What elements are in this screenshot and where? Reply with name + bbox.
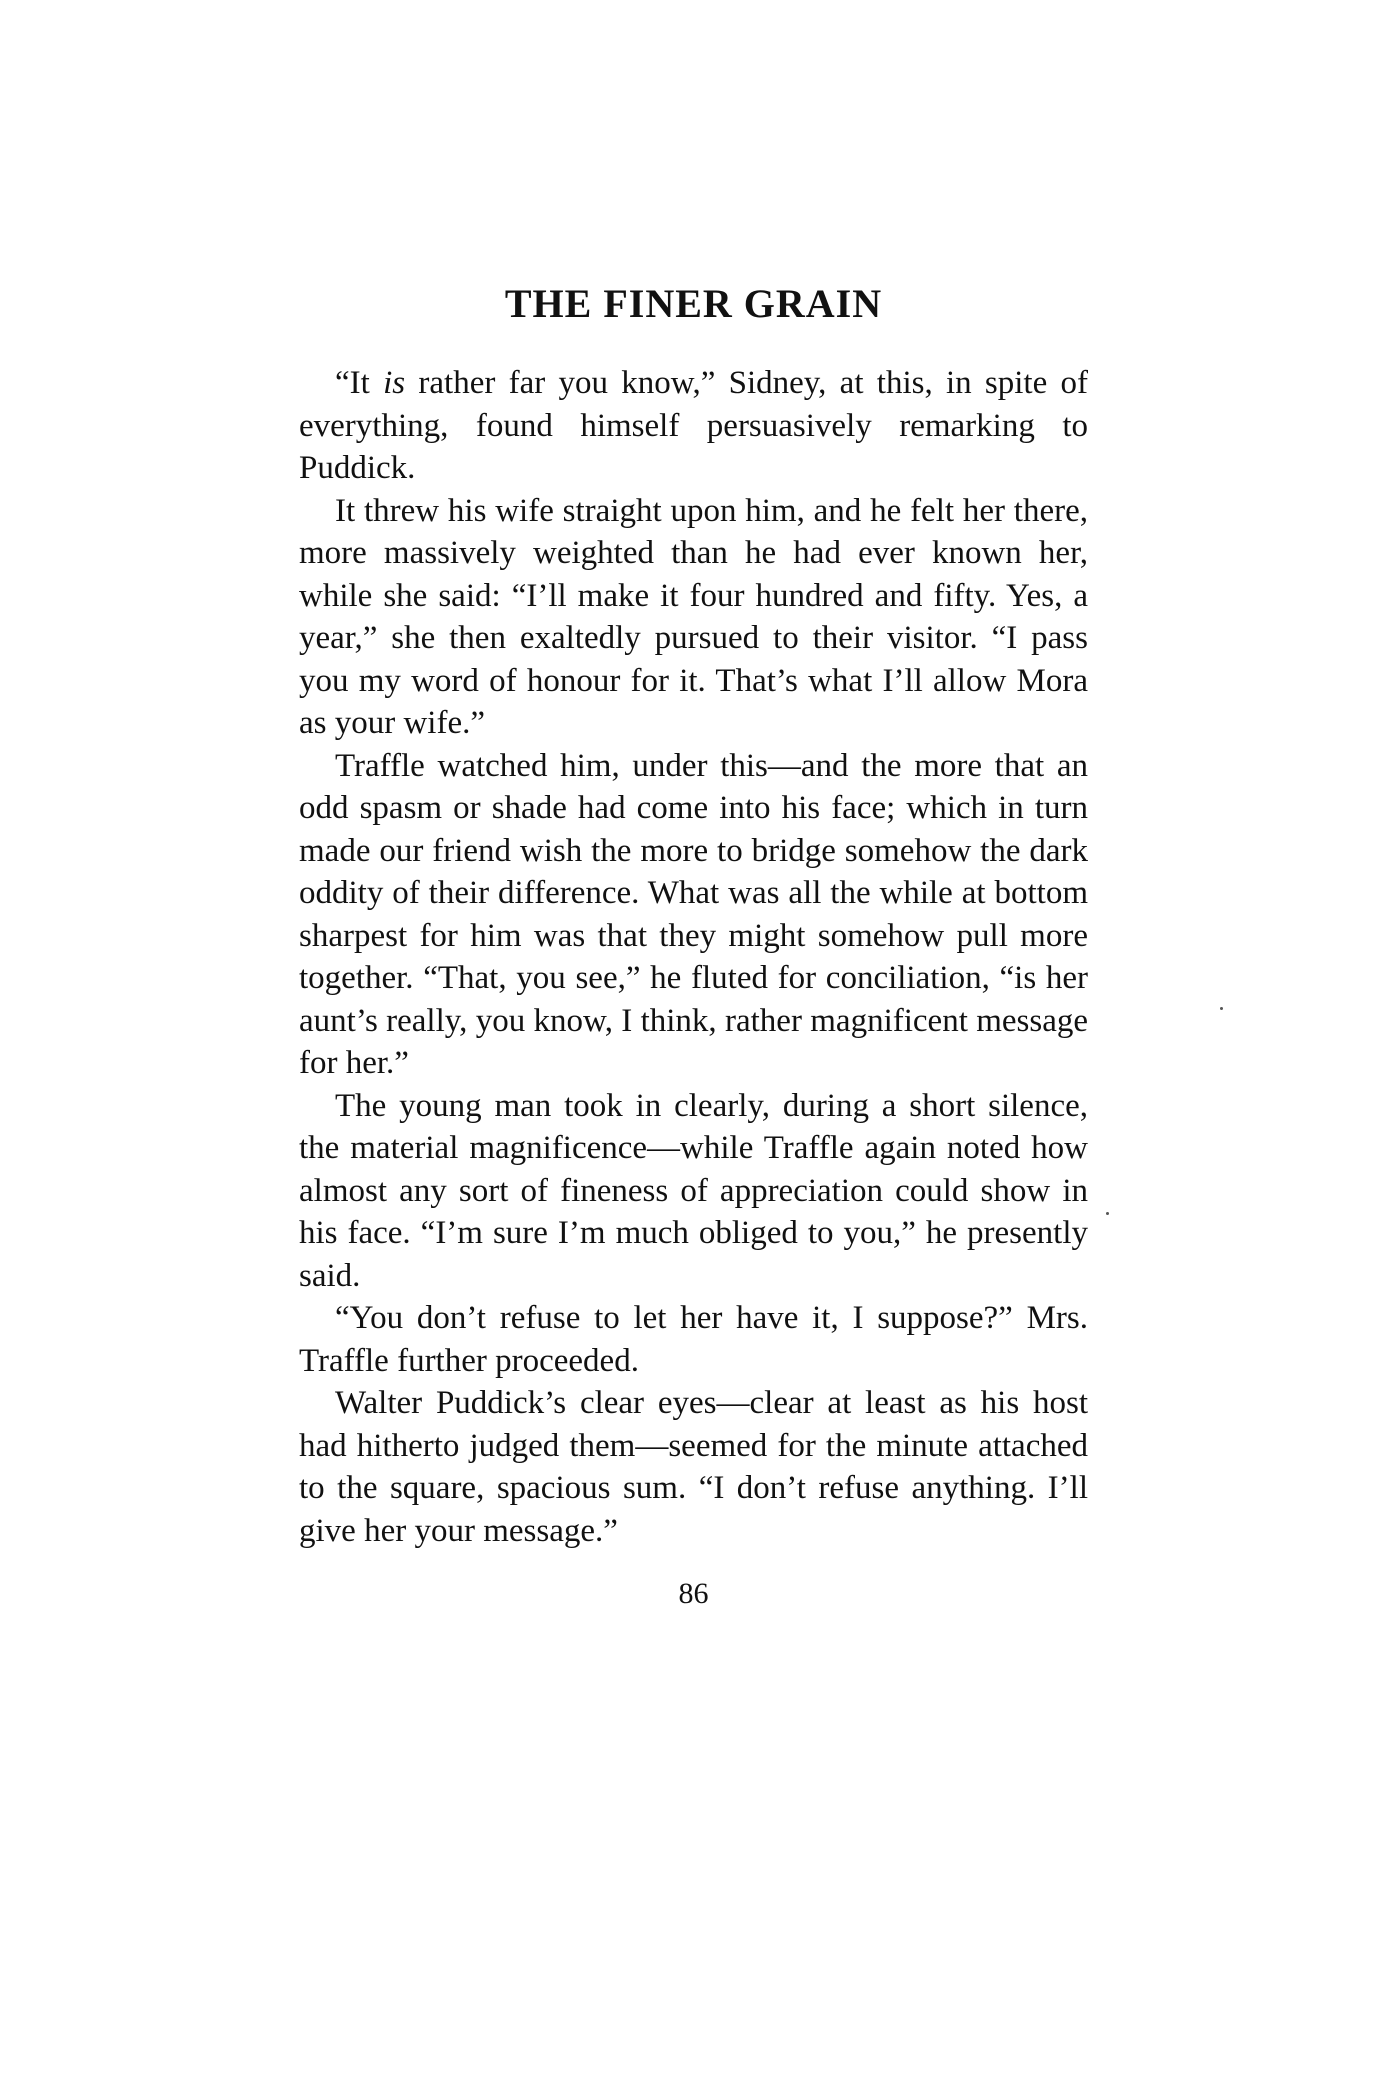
paragraph-1-before: “It: [335, 365, 384, 401]
scan-speck: [1106, 1212, 1109, 1215]
paragraph-1-after: rather far you know,” Sidney, at this, in spite of everything, found himself persuasively remarking to Puddick.: [299, 365, 1089, 486]
page-number: 86: [678, 1577, 709, 1610]
paragraph-5: “You don’t refuse to let her have it, I suppose?” Mrs. Traffle further proceeded.: [299, 1300, 1088, 1379]
running-head: THE FINER GRAIN: [504, 281, 883, 326]
paragraph-1-emphasis: is: [383, 365, 406, 401]
body-text: [299, 362, 1088, 1552]
paragraph-2: It threw his wife straight upon him, and he felt her there, more massively weighted than he had ever known her, while she said: “I’ll make it four hundred and fifty. Yes, a year,” she then exaltedly pursued to their visitor. “I pass you my word of honour for it. That’s what I’ll allow Mora as your wife.”: [299, 492, 1088, 741]
scan-speck: [1220, 1007, 1223, 1010]
paragraph-1: [299, 362, 1088, 490]
book-page: [299, 0, 1088, 2081]
paragraph-4: The young man took in clearly, during a short silence, the material magnificence—while Traffle again noted how almost any sort of fineness of appreciation could show in his face. “I’m sure I’m much obliged to you,” he presently said.: [299, 1087, 1088, 1294]
paragraph-3: Traffle watched him, under this—and the more that an odd spasm or shade had come into his face; which in turn made our friend wish the more to bridge somehow the dark oddity of their difference. What was all the while at bottom sharpest for him was that they might somehow pull more together. “That, you see,” he fluted for conciliation, “is her aunt’s really, you know, I think, rather magnificent message for her.”: [299, 747, 1088, 1081]
paragraph-6: Walter Puddick’s clear eyes—clear at least as his host had hitherto judged them—seemed for the minute attached to the square, spacious sum. “I don’t refuse anything. I’ll give her your message.”: [299, 1385, 1088, 1549]
